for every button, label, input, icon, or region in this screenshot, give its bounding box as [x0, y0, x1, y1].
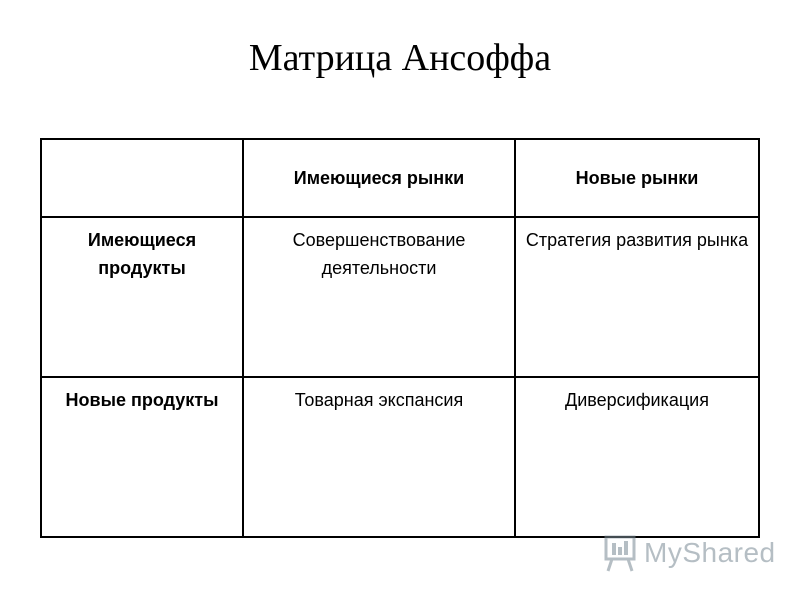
column-header-new-markets: Новые рынки — [515, 139, 759, 217]
cell-product-development: Товарная экспансия — [243, 377, 515, 537]
row-header-new-products: Новые продукты — [41, 377, 243, 537]
header-row — [41, 139, 759, 217]
presentation-board-icon — [604, 533, 638, 573]
row-header-existing-products: Имеющиеся продукты — [41, 217, 243, 377]
cell-market-development: Стратегия развития рынка — [515, 217, 759, 377]
corner-cell — [41, 139, 243, 217]
table-row — [41, 217, 759, 377]
table-row — [41, 377, 759, 537]
watermark-logo — [604, 530, 776, 576]
watermark-text: MyShared — [644, 537, 776, 568]
column-header-existing-markets: Имеющиеся рынки — [243, 139, 515, 217]
cell-diversification: Диверсификация — [515, 377, 759, 537]
slide-title: Матрица Ансоффа — [248, 37, 552, 79]
ansoff-matrix-table — [40, 138, 760, 538]
cell-market-penetration: Совершенствование деятельности — [243, 217, 515, 377]
